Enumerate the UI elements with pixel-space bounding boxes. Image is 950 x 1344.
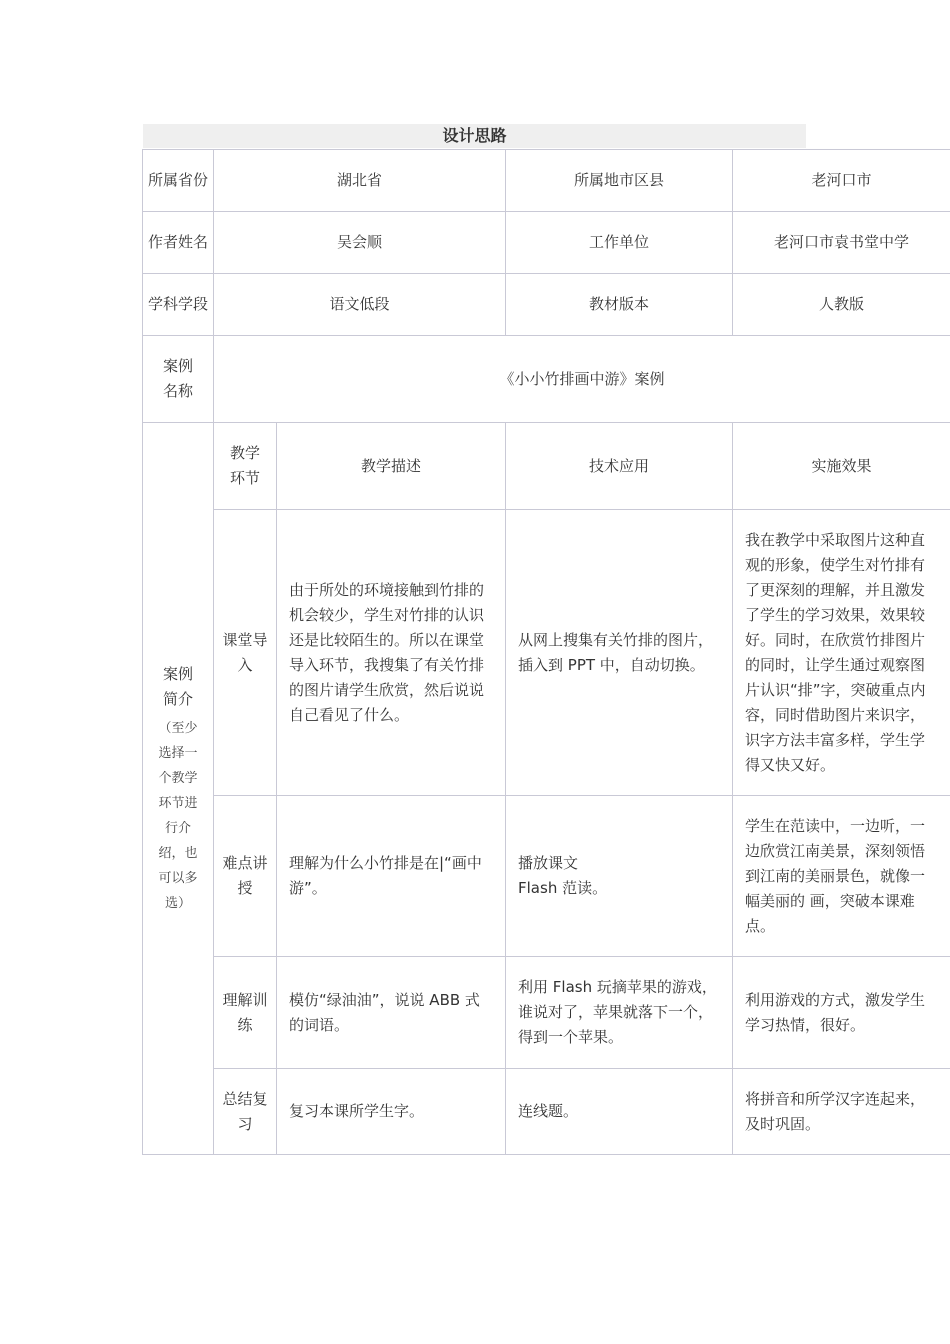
- stage-cell-line-1: 总结复: [222, 1089, 268, 1108]
- case-name-value: 《小小竹排画中游》案例: [214, 336, 950, 423]
- edition-label: 教材版本: [506, 274, 733, 336]
- intro-note-line-5: 行介: [164, 820, 191, 836]
- intro-label-line-1: 案例: [162, 664, 193, 683]
- case-name-label-line-1: 案例: [162, 357, 193, 375]
- case-name-row: [143, 336, 950, 423]
- desc-cell: 复习本课所学生字。: [277, 1069, 506, 1155]
- intro-note-line-6: 绍，也: [158, 845, 198, 861]
- stage-header-line-1: 教学: [229, 444, 260, 462]
- table-row: [143, 510, 950, 796]
- stage-header: [214, 423, 277, 510]
- table-row: [143, 957, 950, 1069]
- effect-cell: 学生在范读中，一边听，一边欣赏江南美景，深刻领悟到江南的美丽景色，就像一幅美丽的 画，突破本课难点。: [733, 796, 950, 957]
- tech-header: 技术应用: [506, 423, 733, 510]
- effect-cell: 我在教学中采取图片这种直观的形象，使学生对竹排有了更深刻的理解，并且激发了学生的学习效果，效果较好。同时，在欣赏竹排图片的同时，让学生通过观察图片认识“排”字，突破重点内容，同时借助图片来识字，识字方法丰富多样，学生学得又快又好。: [733, 510, 950, 796]
- subject-value: 语文低段: [214, 274, 506, 336]
- stage-cell: [214, 796, 277, 957]
- intro-note-line-8: 选）: [164, 895, 191, 911]
- effect-cell: 利用游戏的方式，激发学生学习热情，很好。: [733, 957, 950, 1069]
- desc-cell: 由于所处的环境接触到竹排的机会较少，学生对竹排的认识还是比较陌生的。所以在课堂导入环节，我搜集了有关竹排的图片请学生欣赏，然后说说自己看见了什么。: [277, 510, 506, 796]
- author-value: 吴会顺: [214, 212, 506, 274]
- tech-cell: 从网上搜集有关竹排的图片，插入到 PPT 中，自动切换。: [506, 510, 733, 796]
- author-row: [143, 212, 950, 274]
- stage-header-line-2: 环节: [229, 469, 260, 487]
- province-label: 所属省份: [143, 150, 214, 212]
- page-title: 设计思路: [143, 124, 806, 148]
- design-table: [142, 149, 950, 1155]
- author-label: 作者姓名: [143, 212, 214, 274]
- stage-cell-line-1: 理解训: [222, 990, 268, 1009]
- desc-header: 教学描述: [277, 423, 506, 510]
- intro-note-line-2: 选择一: [158, 745, 198, 761]
- stage-cell: [214, 510, 277, 796]
- stage-cell-line-2: 入: [237, 655, 253, 674]
- effect-header: 实施效果: [733, 423, 950, 510]
- intro-note-line-3: 个教学: [158, 770, 198, 786]
- district-label: 所属地市区县: [506, 150, 733, 212]
- edition-value: 人教版: [733, 274, 950, 336]
- desc-cell: 模仿“绿油油”，说说 ABB 式的词语。: [277, 957, 506, 1069]
- case-name-label-line-2: 名称: [162, 382, 193, 400]
- province-row: [143, 150, 950, 212]
- case-name-label: [143, 336, 214, 423]
- stage-cell-line-1: 课堂导: [222, 630, 268, 649]
- tech-cell-line-2: Flash 范读。: [518, 879, 608, 897]
- stage-cell: [214, 1069, 277, 1155]
- effect-cell: 将拼音和所学汉字连起来，及时巩固。: [733, 1069, 950, 1155]
- intro-header-row: [143, 423, 950, 510]
- province-value: 湖北省: [214, 150, 506, 212]
- work-label: 工作单位: [506, 212, 733, 274]
- intro-note-line-1: （至少: [158, 720, 198, 736]
- stage-cell-line-1: 难点讲: [222, 854, 268, 872]
- intro-label-line-2: 简介: [162, 689, 193, 708]
- stage-cell: [214, 957, 277, 1069]
- table-row: [143, 796, 950, 957]
- tech-cell: [506, 796, 733, 957]
- tech-cell: 利用 Flash 玩摘苹果的游戏，谁说对了，苹果就落下一个，得到一个苹果。: [506, 957, 733, 1069]
- stage-cell-line-2: 练: [237, 1015, 253, 1034]
- subject-label: 学科学段: [143, 274, 214, 336]
- intro-note-line-4: 环节进: [158, 795, 198, 811]
- subject-row: [143, 274, 950, 336]
- tech-cell: 连线题。: [506, 1069, 733, 1155]
- intro-label: [143, 423, 214, 1155]
- stage-cell-line-2: 习: [237, 1114, 253, 1133]
- table-row: [143, 1069, 950, 1155]
- desc-cell: 理解为什么小竹排是在|“画中游”。: [277, 796, 506, 957]
- intro-note-line-7: 可以多: [158, 870, 198, 886]
- tech-cell-line-1: 播放课文: [518, 854, 579, 872]
- stage-cell-line-2: 授: [237, 879, 253, 897]
- work-value: 老河口市袁书堂中学: [733, 212, 950, 274]
- district-value: 老河口市: [733, 150, 950, 212]
